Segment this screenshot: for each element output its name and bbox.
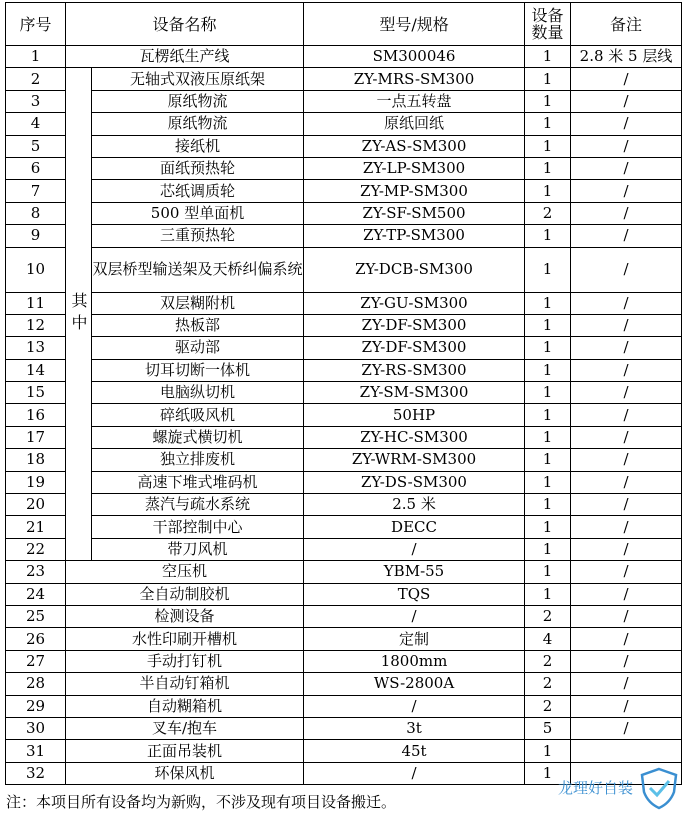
row-no: 10 <box>6 247 66 292</box>
row-name: 原纸物流 <box>92 113 304 135</box>
table-row <box>6 605 682 627</box>
row-qty: 1 <box>525 314 571 336</box>
row-remark <box>571 740 682 762</box>
row-no: 25 <box>6 605 66 627</box>
row-no: 19 <box>6 471 66 493</box>
table-row <box>6 247 682 292</box>
row-model: 3t <box>304 717 525 739</box>
row-remark: / <box>571 494 682 516</box>
row-no: 32 <box>6 762 66 784</box>
row-name: 瓦楞纸生产线 <box>66 46 304 68</box>
table-row <box>6 359 682 381</box>
row-model: ZY-DF-SM300 <box>304 337 525 359</box>
row-qty: 1 <box>525 113 571 135</box>
row-qty: 2 <box>525 605 571 627</box>
table-body <box>6 46 682 785</box>
row-qty: 4 <box>525 628 571 650</box>
row-model: SM300046 <box>304 46 525 68</box>
row-model: 原纸回纸 <box>304 113 525 135</box>
watermark <box>558 766 681 810</box>
table-row <box>6 202 682 224</box>
table-row <box>6 717 682 739</box>
row-name: 蒸汽与疏水系统 <box>92 494 304 516</box>
row-no: 9 <box>6 225 66 247</box>
row-model: 1800mm <box>304 650 525 672</box>
row-no: 4 <box>6 113 66 135</box>
row-remark: / <box>571 113 682 135</box>
header-model: 型号/规格 <box>304 3 525 46</box>
row-model: ZY-WRM-SM300 <box>304 449 525 471</box>
row-remark: / <box>571 314 682 336</box>
row-name: 原纸物流 <box>92 90 304 112</box>
row-no: 27 <box>6 650 66 672</box>
header-remark: 备注 <box>571 3 682 46</box>
row-qty: 1 <box>525 90 571 112</box>
row-qty: 2 <box>525 695 571 717</box>
row-no: 2 <box>6 68 66 90</box>
row-remark: / <box>571 650 682 672</box>
row-no: 28 <box>6 673 66 695</box>
row-qty: 2 <box>525 673 571 695</box>
row-remark: / <box>571 628 682 650</box>
table-row <box>6 382 682 404</box>
row-no: 11 <box>6 292 66 314</box>
row-qty: 1 <box>525 292 571 314</box>
row-qty: 1 <box>525 225 571 247</box>
row-remark: / <box>571 68 682 90</box>
row-name: 检测设备 <box>66 605 304 627</box>
row-model: 45t <box>304 740 525 762</box>
row-no: 6 <box>6 157 66 179</box>
row-qty: 1 <box>525 135 571 157</box>
row-remark: / <box>571 426 682 448</box>
row-no: 22 <box>6 538 66 560</box>
row-model: 定制 <box>304 628 525 650</box>
row-model: / <box>304 605 525 627</box>
watermark-text: 龙理好自装 <box>557 779 633 797</box>
row-model: ZY-AS-SM300 <box>304 135 525 157</box>
table-row <box>6 157 682 179</box>
row-no: 7 <box>6 180 66 202</box>
row-name: 叉车/抱车 <box>66 717 304 739</box>
row-remark: / <box>571 404 682 426</box>
row-remark: / <box>571 605 682 627</box>
row-model: ZY-SF-SM500 <box>304 202 525 224</box>
row-remark: / <box>571 180 682 202</box>
header-qty: 设备数量 <box>525 3 571 46</box>
row-qty: 1 <box>525 68 571 90</box>
row-name: 自动糊箱机 <box>66 695 304 717</box>
table-row <box>6 650 682 672</box>
table-row <box>6 180 682 202</box>
table-row <box>6 426 682 448</box>
row-qty: 1 <box>525 337 571 359</box>
row-qty: 1 <box>525 561 571 583</box>
row-name: 螺旋式横切机 <box>92 426 304 448</box>
row-qty: 5 <box>525 717 571 739</box>
row-name: 带刀风机 <box>92 538 304 560</box>
row-remark: / <box>571 449 682 471</box>
footnote: 注：本项目所有设备均为新购，不涉及现有项目设备搬迁。 <box>6 793 397 811</box>
row-no: 15 <box>6 382 66 404</box>
row-name: 正面吊装机 <box>66 740 304 762</box>
row-name: 电脑纵切机 <box>92 382 304 404</box>
row-remark: / <box>571 202 682 224</box>
row-remark: / <box>571 561 682 583</box>
row-model: / <box>304 695 525 717</box>
row-qty: 1 <box>525 471 571 493</box>
row-name: 面纸预热轮 <box>92 157 304 179</box>
row-no: 29 <box>6 695 66 717</box>
row-no: 17 <box>6 426 66 448</box>
row-name: 水性印刷开槽机 <box>66 628 304 650</box>
row-qty: 1 <box>525 46 571 68</box>
table-row <box>6 471 682 493</box>
row-remark: / <box>571 292 682 314</box>
row-no: 16 <box>6 404 66 426</box>
row-no: 30 <box>6 717 66 739</box>
row-model: / <box>304 538 525 560</box>
row-model: ZY-LP-SM300 <box>304 157 525 179</box>
row-qty: 1 <box>525 382 571 404</box>
row-model: ZY-MP-SM300 <box>304 180 525 202</box>
table-row <box>6 583 682 605</box>
row-no: 3 <box>6 90 66 112</box>
table-row <box>6 538 682 560</box>
shield-logo-icon <box>637 766 681 810</box>
table-row <box>6 113 682 135</box>
row-no: 14 <box>6 359 66 381</box>
row-qty: 1 <box>525 762 571 784</box>
row-model: ZY-TP-SM300 <box>304 225 525 247</box>
row-model: 50HP <box>304 404 525 426</box>
row-name: 切耳切断一体机 <box>92 359 304 381</box>
group-label: 其中 <box>66 68 92 561</box>
row-name: 高速下堆式堆码机 <box>92 471 304 493</box>
header-name: 设备名称 <box>66 3 304 46</box>
row-model: ZY-MRS-SM300 <box>304 68 525 90</box>
row-model: 一点五转盘 <box>304 90 525 112</box>
row-model: DECC <box>304 516 525 538</box>
table-row <box>6 292 682 314</box>
table-row <box>6 516 682 538</box>
row-qty: 1 <box>525 494 571 516</box>
row-remark: / <box>571 695 682 717</box>
row-qty: 1 <box>525 426 571 448</box>
row-name: 双层桥型输送架及天桥纠偏系统 <box>92 247 304 292</box>
row-model: ZY-DF-SM300 <box>304 314 525 336</box>
row-model: WS-2800A <box>304 673 525 695</box>
row-qty: 1 <box>525 180 571 202</box>
row-name: 无轴式双液压原纸架 <box>92 68 304 90</box>
row-name: 500 型单面机 <box>92 202 304 224</box>
row-remark: 2.8 米 5 层线 <box>571 46 682 68</box>
row-model: / <box>304 762 525 784</box>
row-remark: / <box>571 90 682 112</box>
table-row <box>6 90 682 112</box>
row-remark: / <box>571 516 682 538</box>
row-remark: / <box>571 225 682 247</box>
row-qty: 1 <box>525 359 571 381</box>
row-no: 1 <box>6 46 66 68</box>
row-no: 13 <box>6 337 66 359</box>
row-qty: 1 <box>525 404 571 426</box>
row-no: 12 <box>6 314 66 336</box>
row-remark: / <box>571 157 682 179</box>
table-row <box>6 68 682 90</box>
row-no: 21 <box>6 516 66 538</box>
table-row <box>6 46 682 68</box>
table-row <box>6 225 682 247</box>
row-qty: 1 <box>525 157 571 179</box>
row-model: ZY-DCB-SM300 <box>304 247 525 292</box>
row-name: 接纸机 <box>92 135 304 157</box>
row-remark: / <box>571 471 682 493</box>
row-remark: / <box>571 135 682 157</box>
header-no: 序号 <box>6 3 66 46</box>
row-remark: / <box>571 673 682 695</box>
row-name: 空压机 <box>66 561 304 583</box>
row-qty: 1 <box>525 583 571 605</box>
row-model: 2.5 米 <box>304 494 525 516</box>
row-name: 三重预热轮 <box>92 225 304 247</box>
row-name: 全自动制胶机 <box>66 583 304 605</box>
table-row <box>6 404 682 426</box>
table-row <box>6 628 682 650</box>
table-row <box>6 561 682 583</box>
row-model: ZY-GU-SM300 <box>304 292 525 314</box>
row-name: 干部控制中心 <box>92 516 304 538</box>
row-remark: / <box>571 583 682 605</box>
table-row <box>6 314 682 336</box>
table-row <box>6 494 682 516</box>
row-remark: / <box>571 538 682 560</box>
row-no: 23 <box>6 561 66 583</box>
row-name: 芯纸调质轮 <box>92 180 304 202</box>
row-no: 26 <box>6 628 66 650</box>
row-no: 31 <box>6 740 66 762</box>
row-model: ZY-RS-SM300 <box>304 359 525 381</box>
row-name: 驱动部 <box>92 337 304 359</box>
row-name: 环保风机 <box>66 762 304 784</box>
row-no: 24 <box>6 583 66 605</box>
table-row <box>6 673 682 695</box>
row-name: 双层糊附机 <box>92 292 304 314</box>
row-remark: / <box>571 382 682 404</box>
table-row <box>6 695 682 717</box>
row-name: 热板部 <box>92 314 304 336</box>
row-model: ZY-HC-SM300 <box>304 426 525 448</box>
row-qty: 2 <box>525 650 571 672</box>
row-qty: 1 <box>525 516 571 538</box>
table-row <box>6 337 682 359</box>
row-model: ZY-DS-SM300 <box>304 471 525 493</box>
table-row <box>6 740 682 762</box>
row-no: 5 <box>6 135 66 157</box>
row-name: 碎纸吸风机 <box>92 404 304 426</box>
row-name: 手动打钉机 <box>66 650 304 672</box>
row-name: 独立排废机 <box>92 449 304 471</box>
equipment-table <box>5 2 682 785</box>
row-qty: 1 <box>525 247 571 292</box>
row-model: TQS <box>304 583 525 605</box>
row-qty: 1 <box>525 740 571 762</box>
row-qty: 1 <box>525 449 571 471</box>
row-name: 半自动钉箱机 <box>66 673 304 695</box>
row-no: 20 <box>6 494 66 516</box>
row-qty: 1 <box>525 538 571 560</box>
table-row <box>6 135 682 157</box>
row-remark: / <box>571 247 682 292</box>
row-remark: / <box>571 717 682 739</box>
row-no: 8 <box>6 202 66 224</box>
row-model: ZY-SM-SM300 <box>304 382 525 404</box>
row-remark: / <box>571 337 682 359</box>
row-no: 18 <box>6 449 66 471</box>
row-qty: 2 <box>525 202 571 224</box>
row-remark: / <box>571 359 682 381</box>
table-row <box>6 449 682 471</box>
row-model: YBM-55 <box>304 561 525 583</box>
